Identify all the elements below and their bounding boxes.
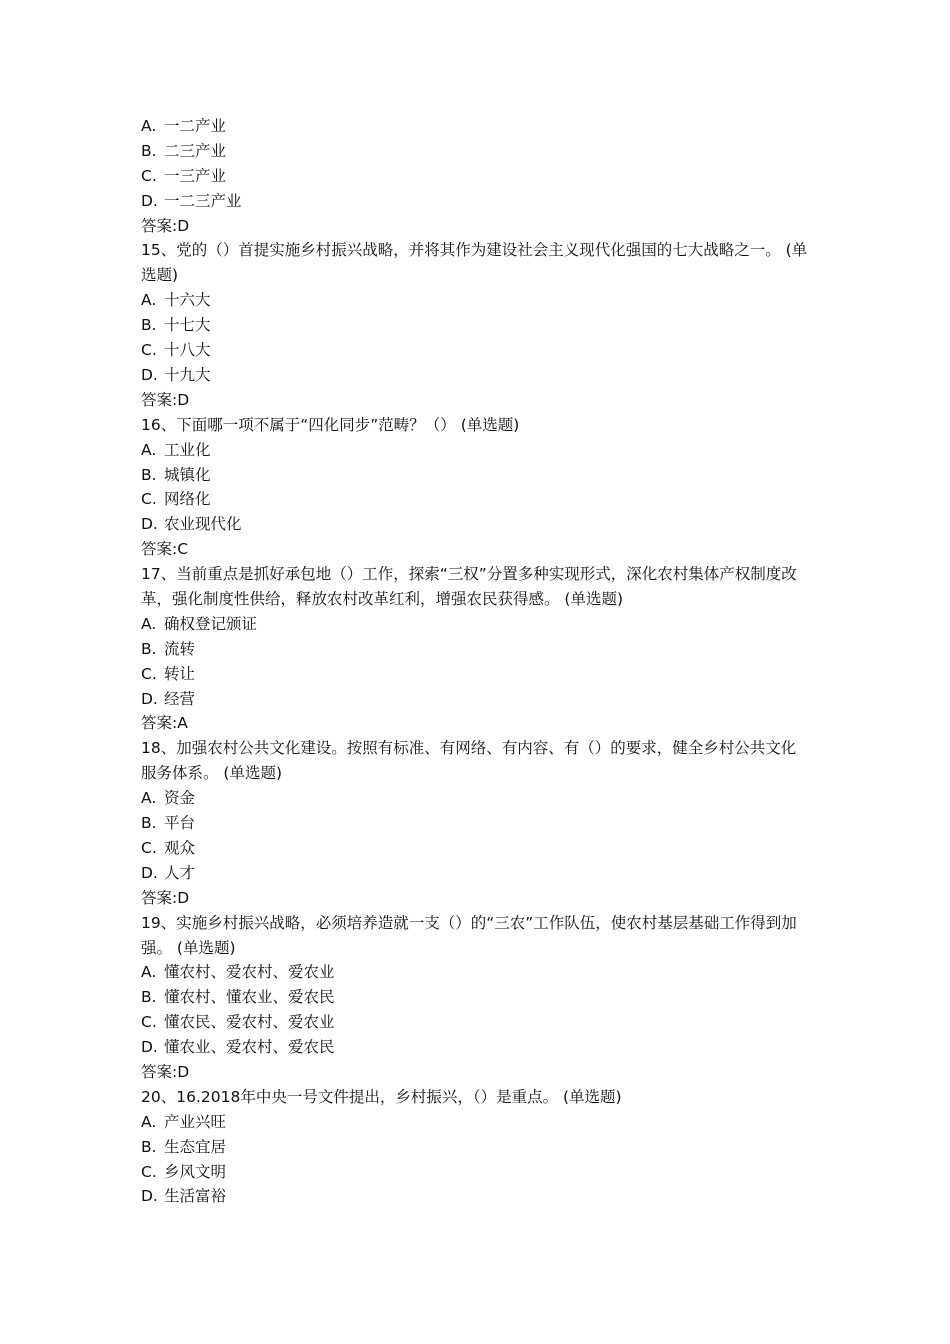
- option-row: [141, 836, 809, 861]
- option-text: 确权登记颁证: [164, 614, 258, 633]
- option-row: [141, 1184, 809, 1209]
- option-letter: A.: [141, 440, 157, 459]
- option-letter: B.: [141, 1137, 157, 1156]
- answer-line: 答案:D: [141, 216, 190, 235]
- option-row: [141, 1010, 809, 1035]
- option-text: 懂农民、爱农村、爱农业: [164, 1013, 335, 1032]
- question-stem: 20、16.2018年中央一号文件提出，乡村振兴，（）是重点。 (单选题): [141, 1087, 622, 1106]
- option-letter: B.: [141, 814, 157, 833]
- option-row: [141, 139, 809, 164]
- option-row: [141, 438, 809, 463]
- option-text: 一三产业: [164, 166, 227, 185]
- option-row: [141, 1160, 809, 1185]
- question-stem: 19、实施乡村振兴战略，必须培养造就一支（）的“三农”工作队伍，使农村基层基础工作得到加强。 (单选题): [141, 913, 797, 957]
- option-row: [141, 662, 809, 687]
- option-row: [141, 313, 809, 338]
- option-text: 十六大: [164, 291, 211, 310]
- option-text: 人才: [164, 863, 196, 882]
- answer-line: 答案:D: [141, 390, 190, 409]
- option-row: [141, 960, 809, 985]
- option-letter: A.: [141, 614, 157, 633]
- option-row: [141, 512, 809, 537]
- option-letter: A.: [141, 789, 157, 808]
- option-text: 生活富裕: [164, 1187, 227, 1206]
- option-letter: C.: [141, 838, 157, 857]
- option-letter: D.: [141, 365, 158, 384]
- question-stem: 16、下面哪一项不属于“四化同步”范畴？（） (单选题): [141, 415, 520, 434]
- option-row: [141, 338, 809, 363]
- option-row: [141, 487, 809, 512]
- option-row: [141, 164, 809, 189]
- option-text: 一二产业: [164, 117, 227, 135]
- option-text: 乡风文明: [164, 1162, 227, 1181]
- option-letter: A.: [141, 117, 157, 135]
- option-row: [141, 288, 809, 313]
- option-text: 资金: [164, 789, 196, 808]
- option-letter: B.: [141, 988, 157, 1007]
- option-text: 流转: [164, 639, 196, 658]
- document-content: [141, 114, 809, 1209]
- option-text: 工业化: [164, 440, 211, 459]
- option-letter: D.: [141, 1187, 158, 1206]
- option-letter: C.: [141, 1162, 157, 1181]
- option-text: 二三产业: [164, 141, 227, 160]
- option-text: 城镇化: [164, 465, 211, 484]
- option-row: [141, 786, 809, 811]
- option-row: [141, 687, 809, 712]
- question-stem: 18、加强农村公共文化建设。按照有标准、有网络、有内容、有（）的要求，健全乡村公共文化服务体系。 (单选题): [141, 739, 797, 783]
- answer-line: 答案:D: [141, 888, 190, 907]
- question-stem: 15、党的（）首提实施乡村振兴战略，并将其作为建设社会主义现代化强国的七大战略之一。 (单选题): [141, 241, 808, 285]
- option-text: 经营: [164, 689, 196, 708]
- option-letter: A.: [141, 291, 157, 310]
- answer-line: 答案:C: [141, 540, 189, 559]
- option-row: [141, 811, 809, 836]
- option-text: 懂农村、懂农业、爱农民: [164, 988, 335, 1007]
- option-row: [141, 612, 809, 637]
- option-letter: C.: [141, 1013, 157, 1032]
- option-text: 网络化: [164, 490, 211, 509]
- option-text: 懂农业、爱农村、爱农民: [164, 1038, 335, 1057]
- option-text: 懂农村、爱农村、爱农业: [164, 963, 335, 982]
- question-stem: 17、当前重点是抓好承包地（）工作，探索“三权”分置多种实现形式，深化农村集体产权制度改革，强化制度性供给，释放农村改革红利，增强农民获得感。 (单选题): [141, 565, 797, 608]
- option-letter: D.: [141, 1038, 158, 1057]
- option-text: 十七大: [164, 316, 211, 335]
- option-text: 一二三产业: [164, 191, 242, 210]
- option-row: [141, 637, 809, 662]
- option-letter: D.: [141, 191, 158, 210]
- option-text: 十九大: [164, 365, 211, 384]
- option-row: [141, 861, 809, 886]
- option-row: [141, 985, 809, 1010]
- option-row: [141, 463, 809, 488]
- option-letter: B.: [141, 639, 157, 658]
- option-letter: C.: [141, 341, 157, 360]
- option-row: [141, 114, 809, 139]
- option-text: 平台: [164, 814, 196, 833]
- answer-line: 答案:A: [141, 714, 188, 733]
- option-row: [141, 1035, 809, 1060]
- option-row: [141, 1110, 809, 1135]
- option-letter: B.: [141, 465, 157, 484]
- option-text: 生态宜居: [164, 1137, 227, 1156]
- option-letter: A.: [141, 1112, 157, 1131]
- option-text: 十八大: [164, 341, 211, 360]
- option-letter: C.: [141, 664, 157, 683]
- option-row: [141, 1135, 809, 1160]
- option-row: [141, 363, 809, 388]
- option-letter: C.: [141, 166, 157, 185]
- option-text: 转让: [164, 664, 196, 683]
- option-letter: B.: [141, 141, 157, 160]
- option-letter: B.: [141, 316, 157, 335]
- option-letter: A.: [141, 963, 157, 982]
- option-letter: C.: [141, 490, 157, 509]
- option-text: 农业现代化: [164, 515, 242, 534]
- option-text: 产业兴旺: [164, 1112, 227, 1131]
- option-text: 观众: [164, 838, 196, 857]
- option-letter: D.: [141, 515, 158, 534]
- answer-line: 答案:D: [141, 1062, 190, 1081]
- option-letter: D.: [141, 863, 158, 882]
- option-letter: D.: [141, 689, 158, 708]
- option-row: [141, 189, 809, 214]
